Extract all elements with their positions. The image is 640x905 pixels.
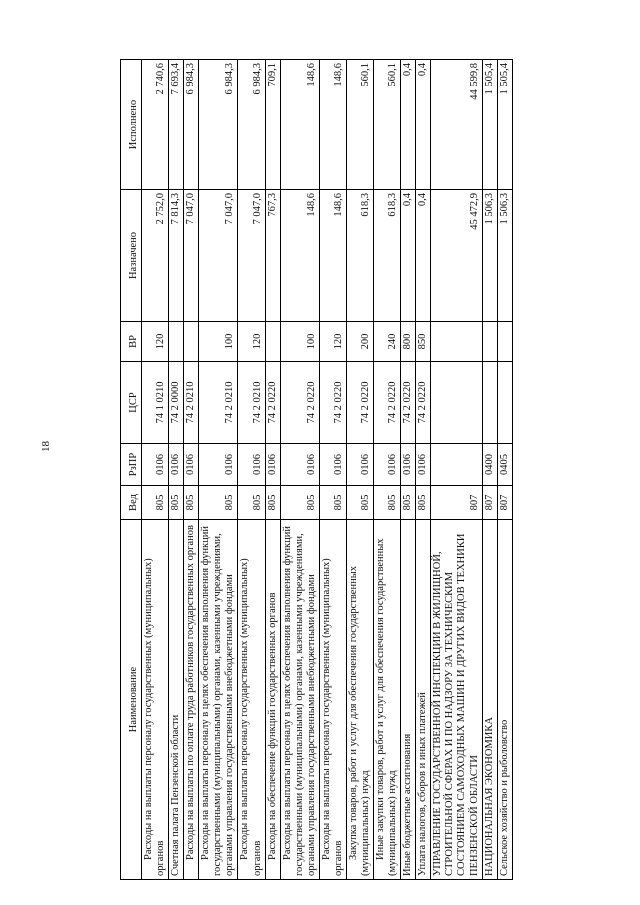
table-row (346, 60, 373, 880)
cell-assigned: 0,4 (401, 190, 416, 322)
cell-rzpr: 0106 (199, 444, 238, 486)
cell-executed: 560,1 (346, 60, 373, 190)
budget-table (120, 59, 513, 880)
cell-rzpr: 0106 (416, 444, 431, 486)
cell-rzpr: 0106 (142, 444, 169, 486)
cell-executed: 44 599,8 (431, 60, 482, 190)
cell-vr: 100 (199, 322, 238, 362)
cell-ved: 805 (416, 486, 431, 520)
cell-assigned: 0,4 (416, 190, 431, 322)
cell-assigned: 7 047,0 (184, 190, 199, 322)
cell-csr: 74 2 0220 (319, 362, 346, 444)
column-header-assigned: Назначено (121, 190, 142, 322)
cell-csr: 74 2 0220 (401, 362, 416, 444)
cell-csr: 74 2 0220 (374, 362, 401, 444)
column-header-name: Наименование (121, 520, 142, 880)
table-row (401, 60, 416, 880)
table-row (238, 60, 265, 880)
cell-executed: 7 693,4 (169, 60, 184, 190)
cell-rzpr: 0106 (238, 444, 265, 486)
cell-assigned: 148,6 (280, 190, 319, 322)
cell-name: Сельское хозяйство и рыболовство (497, 520, 512, 880)
column-header-vr: ВР (121, 322, 142, 362)
cell-executed: 6 984,3 (184, 60, 199, 190)
cell-assigned: 7 047,0 (199, 190, 238, 322)
table-row (199, 60, 238, 880)
cell-rzpr: 0106 (374, 444, 401, 486)
table-body (142, 60, 513, 880)
cell-rzpr: 0106 (346, 444, 373, 486)
column-header-rzpr: РзПР (121, 444, 142, 486)
cell-executed: 0,4 (416, 60, 431, 190)
cell-assigned: 618,3 (346, 190, 373, 322)
cell-assigned: 2 752,0 (142, 190, 169, 322)
cell-executed: 6 984,3 (199, 60, 238, 190)
cell-assigned: 618,3 (374, 190, 401, 322)
cell-name: Расходы на обеспечение функций государственных органов (265, 520, 280, 880)
cell-csr: 74 1 0210 (142, 362, 169, 444)
table-row (265, 60, 280, 880)
cell-ved: 805 (346, 486, 373, 520)
cell-vr: 240 (374, 322, 401, 362)
cell-ved: 805 (401, 486, 416, 520)
cell-rzpr: 0106 (319, 444, 346, 486)
cell-name: Расходы на выплаты персоналу в целях обеспечения выполнения функций государственными (муниципальными) органами, казенными учреждениями, органами управления государственными внебюджетными фондами (280, 520, 319, 880)
table-header-row (121, 60, 142, 880)
cell-csr: 74 2 0220 (265, 362, 280, 444)
cell-rzpr: 0400 (482, 444, 497, 486)
cell-ved: 805 (265, 486, 280, 520)
cell-ved: 805 (319, 486, 346, 520)
cell-assigned: 767,3 (265, 190, 280, 322)
cell-name: Расходы на выплаты персоналу государственных (муниципальных) органов (238, 520, 265, 880)
cell-executed: 148,6 (280, 60, 319, 190)
cell-rzpr: 0106 (280, 444, 319, 486)
cell-assigned: 7 814,3 (169, 190, 184, 322)
cell-ved: 805 (280, 486, 319, 520)
cell-rzpr: 0106 (265, 444, 280, 486)
table-row (169, 60, 184, 880)
cell-rzpr: 0106 (401, 444, 416, 486)
page-number: 18 (40, 441, 52, 452)
cell-executed: 2 740,6 (142, 60, 169, 190)
cell-name: Счетная палата Пензенской области (169, 520, 184, 880)
cell-vr (482, 322, 497, 362)
table-row (280, 60, 319, 880)
cell-name: Иные закупки товаров, работ и услуг для обеспечения государственных (муниципальных) нужд (374, 520, 401, 880)
column-header-ved: Вед (121, 486, 142, 520)
cell-ved: 805 (238, 486, 265, 520)
cell-vr: 120 (238, 322, 265, 362)
cell-vr (184, 322, 199, 362)
table-row (374, 60, 401, 880)
column-header-executed: Исполнено (121, 60, 142, 190)
cell-ved: 807 (431, 486, 482, 520)
cell-executed: 560,1 (374, 60, 401, 190)
cell-csr: 74 2 0220 (346, 362, 373, 444)
cell-ved: 805 (199, 486, 238, 520)
cell-assigned: 148,6 (319, 190, 346, 322)
cell-vr (431, 322, 482, 362)
cell-executed: 6 984,3 (238, 60, 265, 190)
cell-assigned: 45 472,9 (431, 190, 482, 322)
cell-executed: 148,6 (319, 60, 346, 190)
budget-table-sheet (120, 60, 513, 880)
cell-name: Иные бюджетные ассигнования (401, 520, 416, 880)
cell-vr: 800 (401, 322, 416, 362)
table-row (142, 60, 169, 880)
table-row (431, 60, 482, 880)
cell-executed: 0,4 (401, 60, 416, 190)
cell-rzpr: 0106 (169, 444, 184, 486)
cell-ved: 807 (482, 486, 497, 520)
cell-name: НАЦИОНАЛЬНАЯ ЭКОНОМИКА (482, 520, 497, 880)
cell-csr (431, 362, 482, 444)
cell-vr (169, 322, 184, 362)
table-row (497, 60, 512, 880)
table-row (184, 60, 199, 880)
cell-vr: 120 (142, 322, 169, 362)
cell-csr (482, 362, 497, 444)
cell-name: Расходы на выплаты персоналу государственных (муниципальных) органов (319, 520, 346, 880)
cell-ved: 805 (374, 486, 401, 520)
cell-vr: 850 (416, 322, 431, 362)
cell-vr: 120 (319, 322, 346, 362)
table-row (416, 60, 431, 880)
cell-ved: 805 (184, 486, 199, 520)
cell-name: Расходы на выплаты по оплате труда работников государственных органов (184, 520, 199, 880)
cell-vr: 200 (346, 322, 373, 362)
cell-rzpr: 0106 (184, 444, 199, 486)
cell-vr (265, 322, 280, 362)
cell-rzpr: 0405 (497, 444, 512, 486)
column-header-csr: ЦСР (121, 362, 142, 444)
cell-name: Расходы на выплаты персоналу государственных (муниципальных) органов (142, 520, 169, 880)
cell-executed: 1 505,4 (482, 60, 497, 190)
cell-name: Расходы на выплаты персоналу в целях обеспечения выполнения функций государственными (муниципальными) органами, казенными учреждениями, органами управления государственными внебюджетными фондами (199, 520, 238, 880)
cell-csr: 74 2 0220 (280, 362, 319, 444)
cell-csr: 74 2 0000 (169, 362, 184, 444)
table-row (319, 60, 346, 880)
cell-csr: 74 2 0220 (416, 362, 431, 444)
cell-csr (497, 362, 512, 444)
cell-ved: 805 (169, 486, 184, 520)
cell-assigned: 1 506,3 (497, 190, 512, 322)
cell-vr (497, 322, 512, 362)
cell-ved: 807 (497, 486, 512, 520)
cell-csr: 74 2 0210 (184, 362, 199, 444)
cell-assigned: 7 047,0 (238, 190, 265, 322)
cell-rzpr (431, 444, 482, 486)
cell-executed: 1 505,4 (497, 60, 512, 190)
cell-executed: 709,1 (265, 60, 280, 190)
cell-ved: 805 (142, 486, 169, 520)
cell-name: УПРАВЛЕНИЕ ГОСУДАРСТВЕННОЙ ИНСПЕКЦИИ В ЖИЛИЩНОЙ, СТРОИТЕЛЬНОЙ СФЕРАХ И ПО НАДЗОРУ ЗА ТЕХНИЧЕСКИМ СОСТОЯНИЕМ САМОХОДНЫХ МАШИН И ДРУГИХ ВИДОВ ТЕХНИКИ ПЕНЗЕНСКОЙ ОБЛАСТИ (431, 520, 482, 880)
cell-csr: 74 2 0210 (199, 362, 238, 444)
cell-name: Уплата налогов, сборов и иных платежей (416, 520, 431, 880)
cell-assigned: 1 506,3 (482, 190, 497, 322)
cell-name: Закупка товаров, работ и услуг для обеспечения государственных (муниципальных) нужд (346, 520, 373, 880)
table-row (482, 60, 497, 880)
cell-vr: 100 (280, 322, 319, 362)
cell-csr: 74 2 0210 (238, 362, 265, 444)
